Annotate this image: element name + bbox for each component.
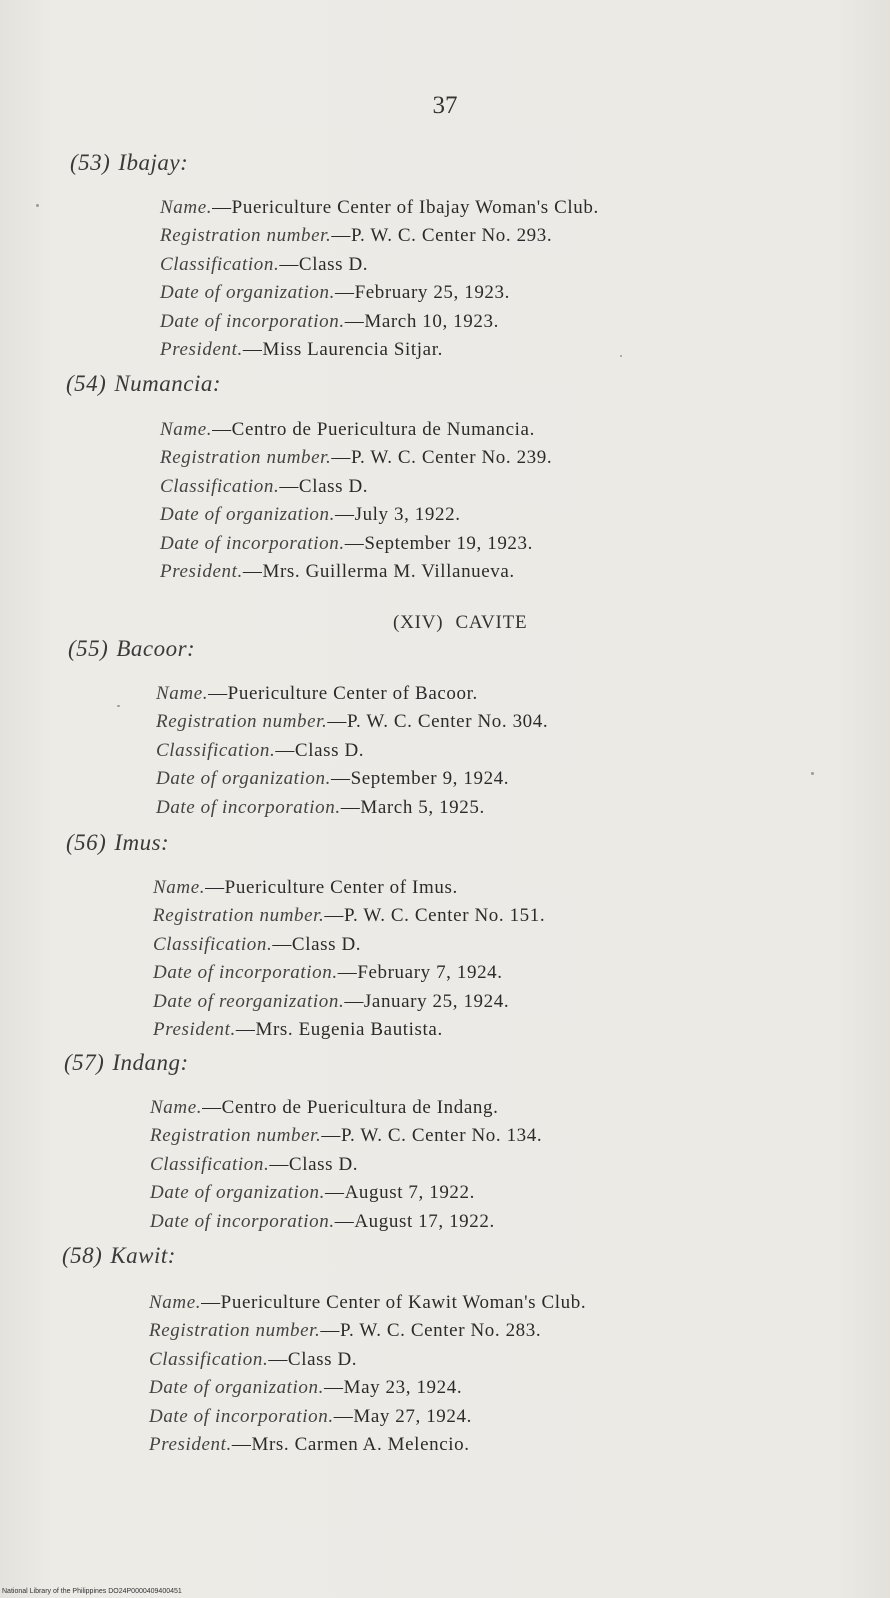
entry-heading-kawit bbox=[62, 1243, 176, 1269]
field-label: Registration number. bbox=[153, 905, 325, 927]
field-value: —September 19, 1923. bbox=[344, 532, 533, 554]
field-label: President. bbox=[149, 1433, 232, 1455]
field-date-of-incorporation bbox=[160, 308, 599, 336]
field-registration-number bbox=[150, 1122, 542, 1150]
field-label: Classification. bbox=[160, 475, 280, 497]
field-value: —July 3, 1922. bbox=[334, 504, 461, 526]
field-label: Name. bbox=[156, 683, 209, 704]
field-classification bbox=[156, 737, 548, 765]
entry-number: (54) bbox=[66, 371, 107, 396]
field-value: —Mrs. Eugenia Bautista. bbox=[235, 1018, 443, 1040]
field-registration-number bbox=[153, 902, 545, 930]
field-registration-number bbox=[160, 222, 599, 250]
field-value: —Centro de Puericultura de Indang. bbox=[202, 1097, 499, 1118]
entry-place: Imus: bbox=[114, 830, 170, 855]
field-label: Date of organization. bbox=[160, 504, 335, 526]
footer-caption: National Library of the Philippines DO24P0000409400451 bbox=[2, 1588, 182, 1595]
field-label: Registration number. bbox=[150, 1125, 322, 1147]
field-value: —P. W. C. Center No. 283. bbox=[320, 1320, 542, 1342]
field-value: —Puericulture Center of Bacoor. bbox=[208, 683, 478, 704]
field-value: —P. W. C. Center No. 134. bbox=[321, 1125, 543, 1147]
section-roman-numeral: (XIV) bbox=[393, 612, 444, 633]
field-classification bbox=[160, 473, 552, 501]
field-value: —February 7, 1924. bbox=[337, 962, 503, 984]
field-label: Date of incorporation. bbox=[160, 532, 345, 554]
entry-number: (57) bbox=[64, 1050, 105, 1075]
field-value: —Class D. bbox=[279, 475, 369, 497]
field-label: President. bbox=[153, 1018, 236, 1040]
field-name bbox=[149, 1289, 586, 1317]
field-value: —May 27, 1924. bbox=[333, 1405, 472, 1427]
entry-heading-bacoor bbox=[68, 636, 195, 662]
section-title: CAVITE bbox=[455, 612, 528, 633]
field-value: —Puericulture Center of Kawit Woman's Club. bbox=[201, 1292, 587, 1313]
field-president bbox=[160, 558, 552, 586]
field-label: Classification. bbox=[160, 253, 280, 275]
field-label: Name. bbox=[153, 877, 206, 898]
field-president bbox=[149, 1431, 586, 1459]
field-label: Date of reorganization. bbox=[153, 990, 345, 1012]
entry-fields-numancia bbox=[160, 416, 552, 586]
field-date-of-organization bbox=[150, 1179, 542, 1207]
field-value: —February 25, 1923. bbox=[334, 282, 510, 304]
field-label: Classification. bbox=[150, 1153, 270, 1175]
field-value: —Puericulture Center of Ibajay Woman's Club. bbox=[212, 197, 599, 218]
field-label: Name. bbox=[149, 1292, 202, 1313]
field-label: Date of organization. bbox=[156, 768, 331, 790]
scan-speck bbox=[811, 772, 814, 775]
field-value: —Class D. bbox=[272, 933, 362, 955]
field-value: —Class D. bbox=[269, 1153, 359, 1175]
field-label: Name. bbox=[160, 419, 213, 440]
section-header-cavite bbox=[393, 612, 527, 634]
field-name bbox=[160, 194, 599, 222]
field-label: President. bbox=[160, 338, 243, 360]
field-date-of-organization bbox=[160, 501, 552, 529]
field-value: —March 5, 1925. bbox=[340, 796, 485, 818]
field-label: Classification. bbox=[156, 739, 276, 761]
field-registration-number bbox=[160, 444, 552, 472]
entry-number: (56) bbox=[66, 830, 107, 855]
field-label: Registration number. bbox=[149, 1320, 321, 1342]
entry-heading-imus bbox=[66, 830, 169, 856]
field-date-of-reorganization bbox=[153, 988, 545, 1016]
field-label: Date of organization. bbox=[149, 1377, 324, 1399]
field-value: —March 10, 1923. bbox=[344, 310, 499, 332]
field-name bbox=[160, 416, 552, 444]
field-label: Date of organization. bbox=[150, 1182, 325, 1204]
entry-place: Numancia: bbox=[114, 371, 222, 396]
entry-place: Ibajay: bbox=[118, 150, 189, 175]
field-value: —Puericulture Center of Imus. bbox=[205, 877, 458, 898]
entry-fields-imus bbox=[153, 874, 545, 1044]
field-date-of-incorporation bbox=[153, 959, 545, 987]
field-label: President. bbox=[160, 560, 243, 582]
field-registration-number bbox=[156, 708, 548, 736]
field-value: —P. W. C. Center No. 293. bbox=[331, 225, 553, 247]
field-value: —September 9, 1924. bbox=[330, 768, 510, 790]
field-classification bbox=[150, 1151, 542, 1179]
entry-place: Indang: bbox=[112, 1050, 189, 1075]
field-label: Name. bbox=[160, 197, 213, 218]
field-value: —Miss Laurencia Sitjar. bbox=[242, 338, 443, 360]
field-label: Registration number. bbox=[156, 711, 328, 733]
field-registration-number bbox=[149, 1317, 586, 1345]
entry-heading-numancia bbox=[66, 371, 221, 397]
entry-fields-ibajay bbox=[160, 194, 599, 364]
entry-number: (53) bbox=[70, 150, 111, 175]
field-label: Classification. bbox=[153, 933, 273, 955]
field-value: —Class D. bbox=[279, 253, 369, 275]
field-label: Date of incorporation. bbox=[150, 1210, 335, 1232]
field-date-of-incorporation bbox=[156, 794, 548, 822]
field-classification bbox=[160, 251, 599, 279]
field-label: Date of incorporation. bbox=[149, 1405, 334, 1427]
field-value: —P. W. C. Center No. 151. bbox=[324, 905, 546, 927]
field-label: Date of incorporation. bbox=[156, 796, 341, 818]
field-value: —Mrs. Guillerma M. Villanueva. bbox=[242, 560, 515, 582]
field-value: —January 25, 1924. bbox=[344, 990, 510, 1012]
field-name bbox=[150, 1094, 542, 1122]
field-classification bbox=[149, 1346, 586, 1374]
field-date-of-incorporation bbox=[149, 1403, 586, 1431]
field-president bbox=[153, 1016, 545, 1044]
entry-heading-indang bbox=[64, 1050, 189, 1076]
field-label: Date of incorporation. bbox=[153, 962, 338, 984]
scan-speck bbox=[36, 204, 39, 207]
field-date-of-organization bbox=[149, 1374, 586, 1402]
entry-fields-indang bbox=[150, 1094, 542, 1236]
field-value: —P. W. C. Center No. 239. bbox=[331, 447, 553, 469]
field-date-of-organization bbox=[156, 765, 548, 793]
entry-place: Kawit: bbox=[110, 1243, 176, 1268]
field-value: —Mrs. Carmen A. Melencio. bbox=[231, 1433, 470, 1455]
field-name bbox=[156, 680, 548, 708]
field-value: —August 7, 1922. bbox=[324, 1182, 475, 1204]
field-date-of-incorporation bbox=[160, 530, 552, 558]
scan-speck bbox=[620, 355, 622, 357]
scan-speck bbox=[117, 705, 120, 707]
field-value: —Class D. bbox=[275, 739, 365, 761]
entry-place: Bacoor: bbox=[116, 636, 196, 661]
field-label: Classification. bbox=[149, 1348, 269, 1370]
field-label: Registration number. bbox=[160, 447, 332, 469]
field-value: —May 23, 1924. bbox=[323, 1377, 463, 1399]
field-president bbox=[160, 336, 599, 364]
field-value: —P. W. C. Center No. 304. bbox=[327, 711, 549, 733]
field-label: Registration number. bbox=[160, 225, 332, 247]
field-value: —August 17, 1922. bbox=[334, 1210, 495, 1232]
entry-fields-kawit bbox=[149, 1289, 586, 1459]
entry-fields-bacoor bbox=[156, 680, 548, 822]
entry-number: (58) bbox=[62, 1243, 103, 1268]
field-date-of-incorporation bbox=[150, 1208, 542, 1236]
field-name bbox=[153, 874, 545, 902]
field-classification bbox=[153, 931, 545, 959]
entry-number: (55) bbox=[68, 636, 109, 661]
field-value: —Class D. bbox=[268, 1348, 358, 1370]
field-date-of-organization bbox=[160, 279, 599, 307]
page-number: 37 bbox=[432, 92, 458, 119]
field-label: Name. bbox=[150, 1097, 203, 1118]
field-label: Date of organization. bbox=[160, 282, 335, 304]
field-label: Date of incorporation. bbox=[160, 310, 345, 332]
field-value: —Centro de Puericultura de Numancia. bbox=[212, 419, 535, 440]
entry-heading-ibajay bbox=[70, 150, 188, 176]
